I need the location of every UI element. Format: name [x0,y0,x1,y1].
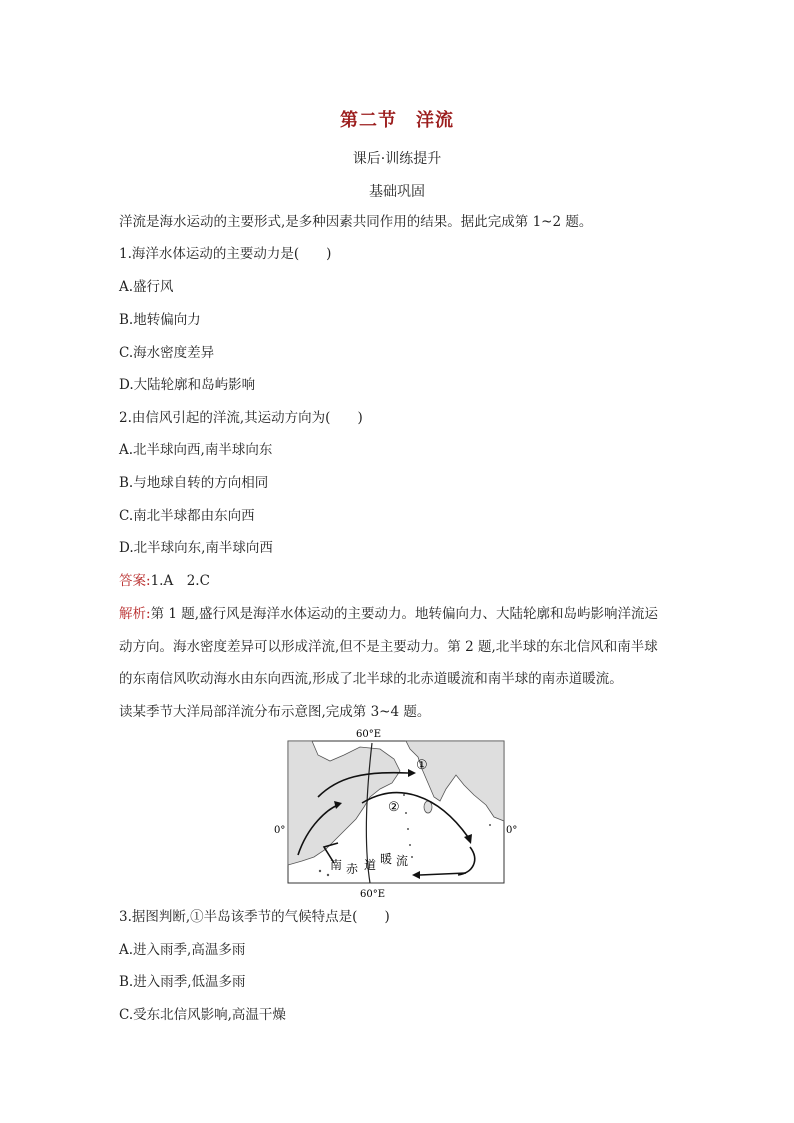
section-heading: 基础巩固 [369,184,425,200]
intro-q1-2: 洋流是海水运动的主要形式,是多种因素共同作用的结果。据此完成第 1~2 题。 [119,214,593,230]
label-equator-right: 0° [506,825,518,836]
current-char-3: 道 [364,858,377,872]
current-char-1: 南 [330,858,343,872]
q2-option-a: A.北半球向西,南半球向东 [119,442,273,458]
answer-line [119,572,210,590]
label-60e-bottom: 60°E [360,889,386,900]
answer-text: 1.A 2.C [150,573,210,589]
current-char-4: 暖 [380,852,393,866]
intro-q3-4: 读某季节大洋局部洋流分布示意图,完成第 3~4 题。 [119,704,431,720]
label-equator-left: 0° [274,825,286,836]
q1-option-d: D.大陆轮廓和岛屿影响 [119,377,256,393]
marker-2: ② [388,800,400,815]
answer-label: 答案: [119,573,151,589]
page-subtitle: 课后·训练提升 [352,151,442,167]
q2-option-c: C.南北半球都由东向西 [119,508,255,524]
analysis-line-1 [119,605,658,623]
analysis-label: 解析: [119,606,151,622]
marker-1: ① [416,758,428,773]
page-title: 第二节 洋流 [340,110,454,131]
q1-option-c: C.海水密度差异 [119,345,215,361]
ocean-current-map [268,725,528,900]
analysis-line-3: 的东南信风吹动海水由东向西流,形成了北半球的北赤道暖流和南半球的南赤道暖流。 [119,671,623,687]
current-char-5: 流 [396,854,409,868]
q1-option-b: B.地转偏向力 [119,312,201,328]
q3-option-b: B.进入雨季,低温多雨 [119,974,246,990]
q2-stem: 2.由信风引起的洋流,其运动方向为( ) [119,410,363,426]
q2-option-d: D.北半球向东,南半球向西 [119,540,273,556]
q3-option-a: A.进入雨季,高温多雨 [119,942,246,958]
label-60e-top: 60°E [356,729,382,740]
current-char-2: 赤 [346,862,359,876]
q3-option-c: C.受东北信风影响,高温干燥 [119,1007,286,1023]
q3-stem: 3.据图判断,①半岛该季节的气候特点是( ) [119,909,390,925]
analysis-line-2: 动方向。海水密度差异可以形成洋流,但不是主要动力。第 2 题,北半球的东北信风和南半球 [119,639,658,655]
analysis-text-1: 第 1 题,盛行风是海洋水体运动的主要动力。地转偏向力、大陆轮廓和岛屿影响洋流运 [150,606,659,622]
q2-option-b: B.与地球自转的方向相同 [119,475,269,491]
q1-option-a: A.盛行风 [119,279,174,295]
q1-stem: 1.海洋水体运动的主要动力是( ) [119,246,332,262]
